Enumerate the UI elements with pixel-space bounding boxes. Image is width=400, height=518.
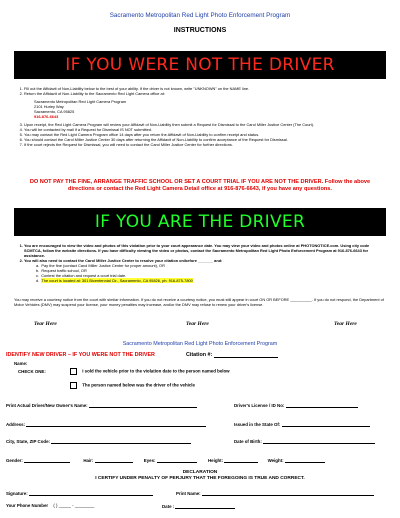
sold-vehicle-label: I sold the vehicle prior to the violation date to the person named below — [82, 368, 230, 374]
name-field[interactable] — [14, 361, 27, 366]
hair-field[interactable] — [83, 458, 132, 463]
declaration-text: I CERTIFY UNDER PENALTY OF PERJURY THAT THE FOREGOING IS TRUE AND CORRECT. — [95, 476, 305, 481]
license-line[interactable] — [286, 402, 358, 408]
not-driver-instructions — [14, 86, 386, 147]
gender-field[interactable] — [6, 458, 70, 463]
identify-new-driver-heading: IDENTIFY NEW DRIVER – IF YOU WERE NOT THE DRIVER — [6, 352, 155, 358]
weight-label: Weight: — [267, 458, 284, 463]
physical-description-row — [6, 457, 396, 463]
tear-here-label: Tear Here — [34, 321, 57, 327]
phone-label: Your Phone Number — [6, 503, 49, 508]
gender-line[interactable] — [24, 457, 70, 463]
date-line[interactable] — [175, 503, 235, 509]
declaration-heading: DECLARATION — [182, 470, 218, 475]
option-sold-vehicle[interactable] — [70, 368, 230, 375]
print-name-line[interactable] — [202, 490, 374, 496]
form-program-title: Sacramento Metropolitan Red Light Photo Enforcement Program — [122, 341, 278, 347]
not-driver-step-2: 2. Return the Affidavit of Non-Liability to the Sacramento Red Light Camera office at: — [24, 91, 386, 96]
address-field[interactable] — [6, 421, 206, 427]
phone-format: ( ) _____ - ________ — [53, 503, 95, 508]
eyes-label: Eyes: — [143, 458, 156, 463]
court-location: The court is located at: 301 Bicentennial Cir., Sacramento, CA 95826, ph: 916-875-7800 — [41, 278, 193, 283]
name-label: Name: — [14, 361, 28, 366]
issued-state-line[interactable] — [282, 421, 370, 427]
not-driver-step-4: 4. You will be contacted by mail if a Request for Dismissal IS NOT submitted. — [24, 127, 386, 132]
height-label: Height: — [207, 458, 224, 463]
eyes-field[interactable] — [144, 458, 197, 463]
driver-step-1: 1. You are encouraged to view the video and photos of this violation prior to your court appearance date. You may view your video and photos online at PHOTONOTICE.com. Using city code SCMTCA, follow the website directions. If you have difficulty viewing the video or photos, contact the Sacramento Metropolitan Red Light Photo Enforcement Program at 916-876-6643 for assistance. — [24, 243, 386, 258]
was-driver-checkbox[interactable] — [70, 382, 77, 389]
program-title: Sacramento Metropolitan Red Light Photo Enforcement Program — [109, 12, 291, 19]
city-line[interactable] — [51, 438, 191, 444]
hair-label: Hair: — [83, 458, 94, 463]
instructions-heading: INSTRUCTIONS — [173, 27, 227, 34]
issued-state-field[interactable] — [234, 421, 370, 427]
tear-here-label: Tear Here — [186, 321, 209, 327]
citation-line[interactable] — [214, 352, 278, 358]
not-driver-step-5: 5. You may contact the Red Light Camera Program office 14 days after you return the Affidavit of Non-Liability to confirm receipt and status. — [24, 132, 386, 137]
are-driver-banner: IF YOU ARE THE DRIVER — [14, 208, 386, 236]
mailing-address — [34, 99, 386, 119]
hair-line[interactable] — [95, 457, 133, 463]
tear-line — [0, 321, 400, 330]
city-label: City, State, ZIP Code: — [6, 439, 50, 444]
signature-line[interactable] — [29, 490, 153, 496]
driver-name-line[interactable] — [89, 402, 197, 408]
driver-name-label: Print Actual Driver/New Owner's Name: — [6, 403, 88, 408]
dob-line[interactable] — [263, 438, 375, 444]
address-line-3: Sacramento, CA 95825 — [34, 109, 75, 114]
driver-step-2: 2. You will also need to contact the Carol Miller Justice Center to resolve your citation on/before _______ and: — [24, 258, 386, 263]
dob-field[interactable] — [234, 438, 375, 444]
phone-field[interactable] — [6, 503, 94, 508]
issued-state-label: Issued in the State Of: — [234, 422, 281, 427]
weight-field[interactable] — [268, 458, 325, 463]
citation-label: Citation #: — [186, 352, 213, 358]
eyes-line[interactable] — [157, 457, 197, 463]
option-was-driver[interactable] — [70, 382, 195, 389]
address-line-2: 2101 Hurley Way — [34, 104, 64, 109]
do-not-pay-warning: DO NOT PAY THE FINE, ARRANGE TRAFFIC SCHOOL OR SET A COURT TRIAL IF YOU ARE NOT THE DRIVER. Follow the above directions or contact the Red Light Camera Detail office at 916-876-6643, if you have any questions. — [29, 179, 371, 192]
address-line-1: Sacramento Metropolitan Red Light Camera Program — [34, 99, 127, 104]
height-line[interactable] — [224, 457, 258, 463]
was-driver-label: The person named below was the driver of the vehicle — [82, 382, 195, 388]
license-label: Driver's License / ID No: — [234, 403, 285, 408]
print-name-field[interactable] — [176, 490, 374, 496]
courtesy-notice: You may receive a courtesy notice from the court with similar information. If you do not receive a courtesy notice, you must still appear in court ON OR BEFORE __________. If you do not respond, the Department of Motor Vehicles (DMV) may suspend your license, your money penalties may increase, and/or the DMV may refuse to renew your driver's license. — [14, 297, 384, 307]
license-field[interactable] — [234, 402, 358, 408]
gender-label: Gender: — [6, 458, 23, 463]
not-driver-step-3: 3. Upon receipt, the Red Light Camera Program will review your Affidavit of Non-Liability then submit a Request for Dismissal to the Carol Miller Justice Center (The Court). — [24, 122, 386, 127]
print-name-label: Print Name: — [176, 491, 201, 496]
dob-label: Date of Birth: — [234, 439, 262, 444]
driver-options: a. Pay the fine (contact Carol Miller Justice Center for proper amount), OR b. Request traffic school, OR c. Contest the citation and request a court trial date. d. The court is located at: 301 Bicentennial Cir., Sacramento, CA 95826, ph: 916-875-7800 — [36, 263, 193, 283]
date-label: Date : — [162, 504, 175, 509]
driver-instructions — [14, 243, 386, 283]
driver-name-field[interactable] — [6, 402, 197, 408]
date-field[interactable] — [162, 503, 235, 509]
citation-field[interactable] — [186, 352, 278, 358]
not-driver-banner: IF YOU WERE NOT THE DRIVER — [14, 51, 386, 79]
sold-vehicle-checkbox[interactable] — [70, 368, 77, 375]
not-driver-step-7: 7. If the court rejects the Request for Dismissal, you will need to contact the Carol Miller Justice Center for further directions. — [24, 142, 386, 147]
signature-label: Signature: — [6, 491, 28, 496]
option-traffic-school: Request traffic school, OR — [41, 268, 87, 273]
tear-here-label: Tear Here — [334, 321, 357, 327]
option-pay-fine: Pay the fine (contact Carol Miller Justice Center for proper amount), OR — [41, 263, 165, 268]
not-driver-step-6: 6. You should contact the Carol Miller Justice Center 30 days after returning the Affidavit of Non-Liability to confirm acceptance of the Request for Dismissal. — [24, 137, 386, 142]
address-line[interactable] — [26, 421, 206, 427]
not-driver-step-1: 1. Fill out the Affidavit of Non-Liability below to the best of your ability. If the driver is not known, write "UNKNOWN" on the NAME line. — [24, 86, 386, 91]
address-phone: 916-876-6643 — [34, 114, 59, 119]
option-contest: Contest the citation and request a court trial date. — [41, 273, 127, 278]
address-label: Address: — [6, 422, 26, 427]
weight-line[interactable] — [285, 457, 325, 463]
city-field[interactable] — [6, 438, 191, 444]
signature-field[interactable] — [6, 490, 153, 496]
check-one-label: CHECK ONE: — [18, 369, 46, 374]
height-field[interactable] — [208, 458, 258, 463]
